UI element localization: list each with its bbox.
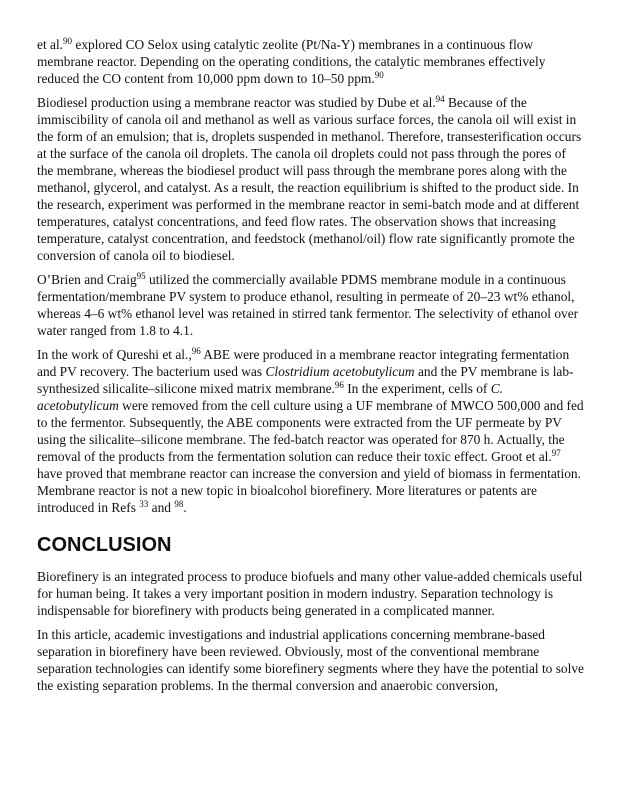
body-text-before xyxy=(37,36,585,516)
citation-ref: 33 xyxy=(139,499,149,509)
paragraph-conclusion-review xyxy=(37,626,585,694)
citation-ref: 97 xyxy=(551,448,561,458)
paragraph-conclusion-intro xyxy=(37,568,585,619)
text-run: and the PV membrane is lab-synthesized silicalite–silicone mixed matrix membrane. xyxy=(37,364,574,396)
section-heading-conclusion: CONCLUSION xyxy=(37,534,172,556)
paragraph-biodiesel xyxy=(37,94,585,264)
text-run: Because of the immiscibility of canola oil and methanol as well as various surface forces, the canola oil will exist in the form of an emulsion; that is, droplets suspended in methanol. Therefore, transesterification occurs at the surface of the canola oil droplets. The canola oil droplets could not pass through the pores of the membrane, whereas the biodiesel product will pass through the membrane pores along with the methanol, glycerol, and catalyst. As a result, the reaction equilibrium is shifted to the product side. In the research, experiment was performed in the membrane reactor in semi-batch mode and at different temperatures, catalyst concentrations, and feed flow rates. The observation shows that increasing temperature, catalyst concentration, and feedstock (methanol/oil) flow rate significantly promote the conversion of canola oil to biodiesel. xyxy=(37,95,582,263)
species-name: Clostridium acetobutylicum xyxy=(265,364,415,379)
citation-ref: 96 xyxy=(191,346,201,356)
paragraph-obrien-craig xyxy=(37,271,585,339)
text-run: ABE were produced in a membrane reactor integrating fermentation and PV recovery. The bacterium used was xyxy=(37,347,570,379)
body-text-after xyxy=(37,568,585,694)
paragraph-co-selox xyxy=(37,36,585,87)
text-run: Biodiesel production using a membrane reactor was studied by Dube et al. xyxy=(37,95,436,110)
text-run: O’Brien and Craig xyxy=(37,272,137,287)
text-run: utilized the commercially available PDMS membrane module in a continuous fermentation/membrane PV system to produce ethanol, resulting in permeate of 20–23 wt% ethanol, whereas 4–6 wt% ethanol level was retained in stirred tank fermentor. The selectivity of ethanol over water ranged from 1.8 to 4.1. xyxy=(37,272,579,338)
citation-ref: 96 xyxy=(334,380,344,390)
text-run: In this article, academic investigations and industrial applications concerning membrane-based separation in biorefinery have been reviewed. Obviously, most of the conventional membrane separation technologies can identify some biorefinery segments where they have the potential to solve the existing separation problems. In the thermal conversion and anaerobic conversion, xyxy=(37,627,584,693)
text-run: In the work of Qureshi et al., xyxy=(37,347,192,362)
species-name: C. acetobutylicum xyxy=(37,381,504,413)
text-run: In the experiment, cells of xyxy=(343,381,491,396)
text-run: explored CO Selox using catalytic zeolite (Pt/Na-Y) membranes in a continuous flow membrane reactor. Depending on the operating conditions, the catalytic membranes effectively reduced the CO content from 10,000 ppm down to 10–50 ppm. xyxy=(37,37,546,86)
text-run: have proved that membrane reactor can increase the conversion and yield of biomass in fermentation. Membrane reactor is not a new topic in bioalcohol biorefinery. More literatures or patents are introduced in Refs xyxy=(37,466,581,515)
text-run: Biorefinery is an integrated process to produce biofuels and many other value-added chemicals useful for human being. It takes a very important position in modern industry. Separation technology is indispensable for biorefinery with products being generated in a complicated manner. xyxy=(37,569,583,618)
citation-ref: 94 xyxy=(435,94,445,104)
text-run: et al. xyxy=(37,37,64,52)
text-run: were removed from the cell culture using a UF membrane of MWCO 500,000 and fed to the fermentor. Subsequently, the ABE components were extracted from the UF permeate by PV using the silicalite–silicone membrane. The fed-batch reactor was operated for 870 h. Actually, the removal of the products from the fermentation solution can reduce their toxic effect. Groot et al. xyxy=(37,398,584,464)
document-page xyxy=(37,36,585,701)
citation-ref: 90 xyxy=(374,70,384,80)
text-run: . xyxy=(183,500,187,515)
citation-ref: 95 xyxy=(136,271,146,281)
citation-ref: 98 xyxy=(174,499,184,509)
text-run: and xyxy=(148,500,175,515)
paragraph-qureshi xyxy=(37,346,585,516)
citation-ref: 90 xyxy=(63,36,73,46)
